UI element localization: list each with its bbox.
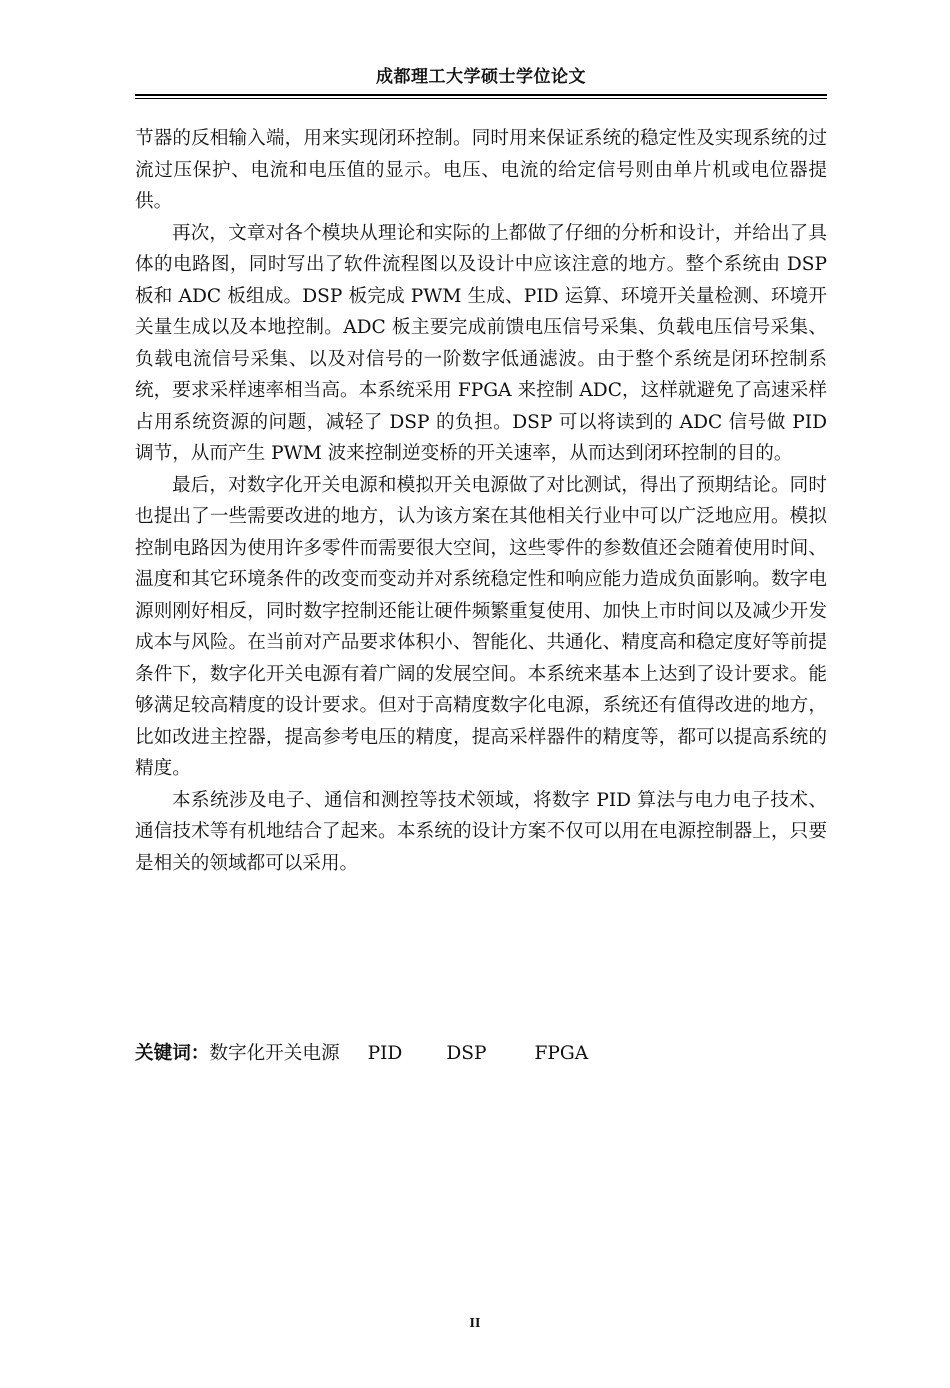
keywords-line	[135, 1038, 827, 1070]
page-header-title: 成都理工大学硕士学位论文	[376, 67, 586, 87]
keyword-term: 数字化开关电源	[209, 1043, 340, 1064]
keywords-label: 关键词：	[135, 1043, 210, 1064]
header-rule-thin	[135, 98, 827, 99]
paragraph-modules: 再次，文章对各个模块从理论和实际的上都做了仔细的分析和设计，并给出了具体的电路图，同时写出了软件流程图以及设计中应该注意的地方。整个系统由 DSP 板和 ADC 板组成。DSP 板完成 PWM 生成、PID 运算、环境开关量检测、环境开关量生成以及本地控制。ADC 板主要完成前馈电压信号采集、负载电压信号采集、负载电流信号采集、以及对信号的一阶数字低通滤波。由于整个系统是闭环控制系统，要求采样速率相当高。本系统采用 FPGA 来控制 ADC，这样就避免了高速采样占用系统资源的问题，减轻了 DSP 的负担。DSP 可以将读到的 ADC 信号做 PID 调节，从而产生 PWM 波来控制逆变桥的开关速率，从而达到闭环控制的目的。	[135, 222, 827, 464]
header-rule	[135, 94, 827, 96]
keyword-term: FPGA	[534, 1043, 589, 1064]
page-number: II	[469, 1316, 481, 1331]
body-text	[135, 123, 827, 879]
paragraph-continuation: 节器的反相输入端，用来实现闭环控制。同时用来保证系统的稳定性及实现系统的过流过压保护、电流和电压值的显示。电压、电流的给定信号则由单片机或电位器提供。	[135, 128, 827, 212]
keyword-term: PID	[367, 1043, 403, 1064]
paragraph-scope: 本系统涉及电子、通信和测控等技术领域，将数字 PID 算法与电力电子技术、通信技术等有机地结合了起来。本系统的设计方案不仅可以用在电源控制器上，只要是相关的领域都可以采用。	[135, 789, 827, 874]
keyword-term: DSP	[446, 1043, 487, 1064]
paragraph-conclusion: 最后，对数字化开关电源和模拟开关电源做了对比测试，得出了预期结论。同时也提出了一些需要改进的地方，认为该方案在其他相关行业中可以广泛地应用。模拟控制电路因为使用许多零件而需要很大空间，这些零件的参数值还会随着使用时间、温度和其它环境条件的改变而变动并对系统稳定性和响应能力造成负面影响。数字电源则刚好相反，同时数字控制还能让硬件频繁重复使用、加快上市时间以及减少开发成本与风险。在当前对产品要求体积小、智能化、共通化、精度高和稳定度好等前提条件下，数字化开关电源有着广阔的发展空间。本系统来基本上达到了设计要求。能够满足较高精度的设计要求。但对于高精度数字化电源，系统还有值得改进的地方，比如改进主控器，提高参考电压的精度，提高采样器件的精度等，都可以提高系统的精度。	[135, 474, 827, 779]
